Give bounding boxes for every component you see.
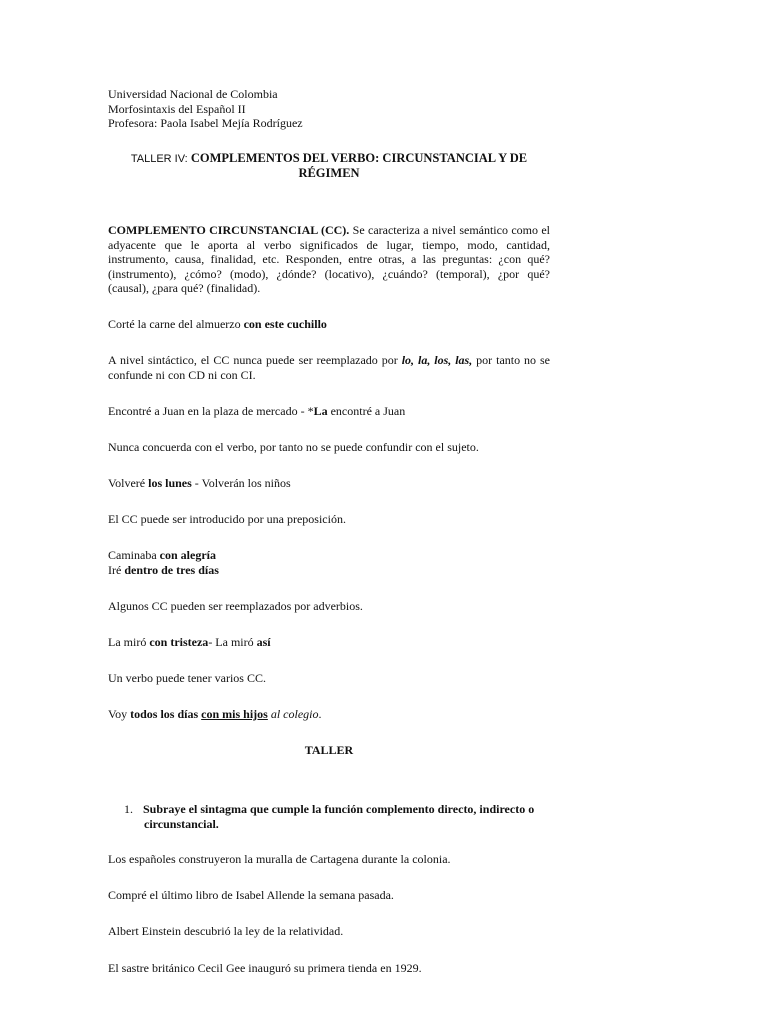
syntax-paragraph — [108, 353, 550, 382]
title-lead: TALLER IV: — [130, 153, 188, 165]
task-text-line-1: Subraye el sintagma que cumple la función complemento directo, indirecto o — [143, 802, 535, 816]
title-line-1 — [108, 151, 550, 166]
exercise-sentence: Compré el último libro de Isabel Allende la semana pasada. — [108, 888, 394, 902]
example-3-text: Volveré — [108, 476, 146, 490]
syntax-pronouns: lo, la, los, las, — [401, 353, 473, 367]
several-cc-paragraph: Un verbo puede tener varios CC. — [108, 671, 266, 685]
exercise-sentence: El sastre británico Cecil Gee inauguró su primera tienda en 1929. — [108, 961, 422, 975]
example-6 — [108, 707, 550, 722]
example-4 — [108, 548, 550, 577]
definition-paragraph — [108, 223, 550, 296]
exercise-sentence: Los españoles construyeron la muralla de Cartagena durante la colonia. — [108, 852, 451, 866]
preposition-paragraph: El CC puede ser introducido por una preposición. — [108, 512, 346, 526]
example-2 — [108, 404, 550, 419]
syntax-text-before: A nivel sintáctico, el CC nunca puede ser reemplazado por — [108, 353, 398, 367]
example-3 — [108, 476, 550, 491]
course-name: Morfosintaxis del Español II — [108, 101, 246, 116]
example-4a-highlight: con alegría — [159, 548, 216, 562]
page-title — [108, 151, 550, 180]
task-number: 1. — [124, 802, 133, 816]
agreement-paragraph: Nunca concuerda con el verbo, por tanto no se puede confundir con el sujeto. — [108, 440, 479, 454]
example-4b-highlight: dentro de tres días — [124, 562, 219, 577]
example-2-text: Encontré a Juan en la plaza de mercado - * — [108, 404, 314, 418]
adverbs-paragraph: Algunos CC pueden ser reemplazados por adverbios. — [108, 599, 363, 613]
task-text-line-2: circunstancial. — [144, 816, 219, 831]
example-5 — [108, 635, 550, 650]
title-main: COMPLEMENTOS DEL VERBO: CIRCUNSTANCIAL Y DE — [190, 151, 528, 165]
university-name: Universidad Nacional de Colombia — [108, 87, 278, 101]
example-6-period: . — [318, 707, 322, 721]
exercise-sentence: Albert Einstein descubrió la ley de la relatividad. — [108, 924, 344, 938]
definition-term: COMPLEMENTO CIRCUNSTANCIAL (CC). — [108, 223, 350, 237]
example-4-line-2 — [108, 563, 550, 578]
example-5-text: La miró — [108, 635, 147, 649]
example-1 — [108, 317, 550, 332]
title-line-2: RÉGIMEN — [298, 166, 360, 180]
header-block — [108, 87, 550, 131]
example-5-mid: - La miró — [208, 635, 254, 649]
example-4-line-1 — [108, 548, 550, 563]
syntax-text-after: por tanto no se confunde ni con CD ni con CI. — [108, 353, 550, 382]
example-1-text: Corté la carne del almuerzo — [108, 317, 241, 331]
taller-heading — [108, 743, 550, 758]
professor-name: Profesora: Paola Isabel Mejía Rodríguez — [108, 116, 303, 130]
definition-text: Se caracteriza a nivel semántico como el adyacente que le aporta al verbo significados de lugar, tiempo, modo, cantidad, instrumento, causa, finalidad, etc. Responden, entre otras, a las preguntas: ¿con qué? (instrumento), ¿cómo? (modo), ¿dónde? (locativo), ¿cuándo? (temporal), ¿por qué? (causal), ¿para qué? (finalidad). — [108, 223, 551, 295]
taller-heading-text: TALLER — [304, 743, 354, 757]
example-3-rest: - Volverán los niños — [194, 476, 291, 490]
example-5-adverb: así — [256, 635, 271, 649]
example-6-highlight: todos los días — [130, 707, 199, 721]
example-6-underlined: con mis hijos — [201, 707, 268, 721]
task-1 — [124, 802, 550, 831]
example-2-rest: encontré a Juan — [330, 404, 406, 418]
example-4a-text: Caminaba — [108, 548, 157, 562]
example-6-text: Voy — [108, 707, 128, 721]
example-3-highlight: los lunes — [148, 476, 192, 490]
example-6-italic: al colegio — [270, 707, 319, 721]
example-5-highlight: con tristeza — [149, 635, 209, 649]
example-1-highlight: con este cuchillo — [243, 317, 327, 331]
example-4b-text: Iré — [108, 562, 122, 577]
example-2-highlight: La — [313, 404, 328, 418]
